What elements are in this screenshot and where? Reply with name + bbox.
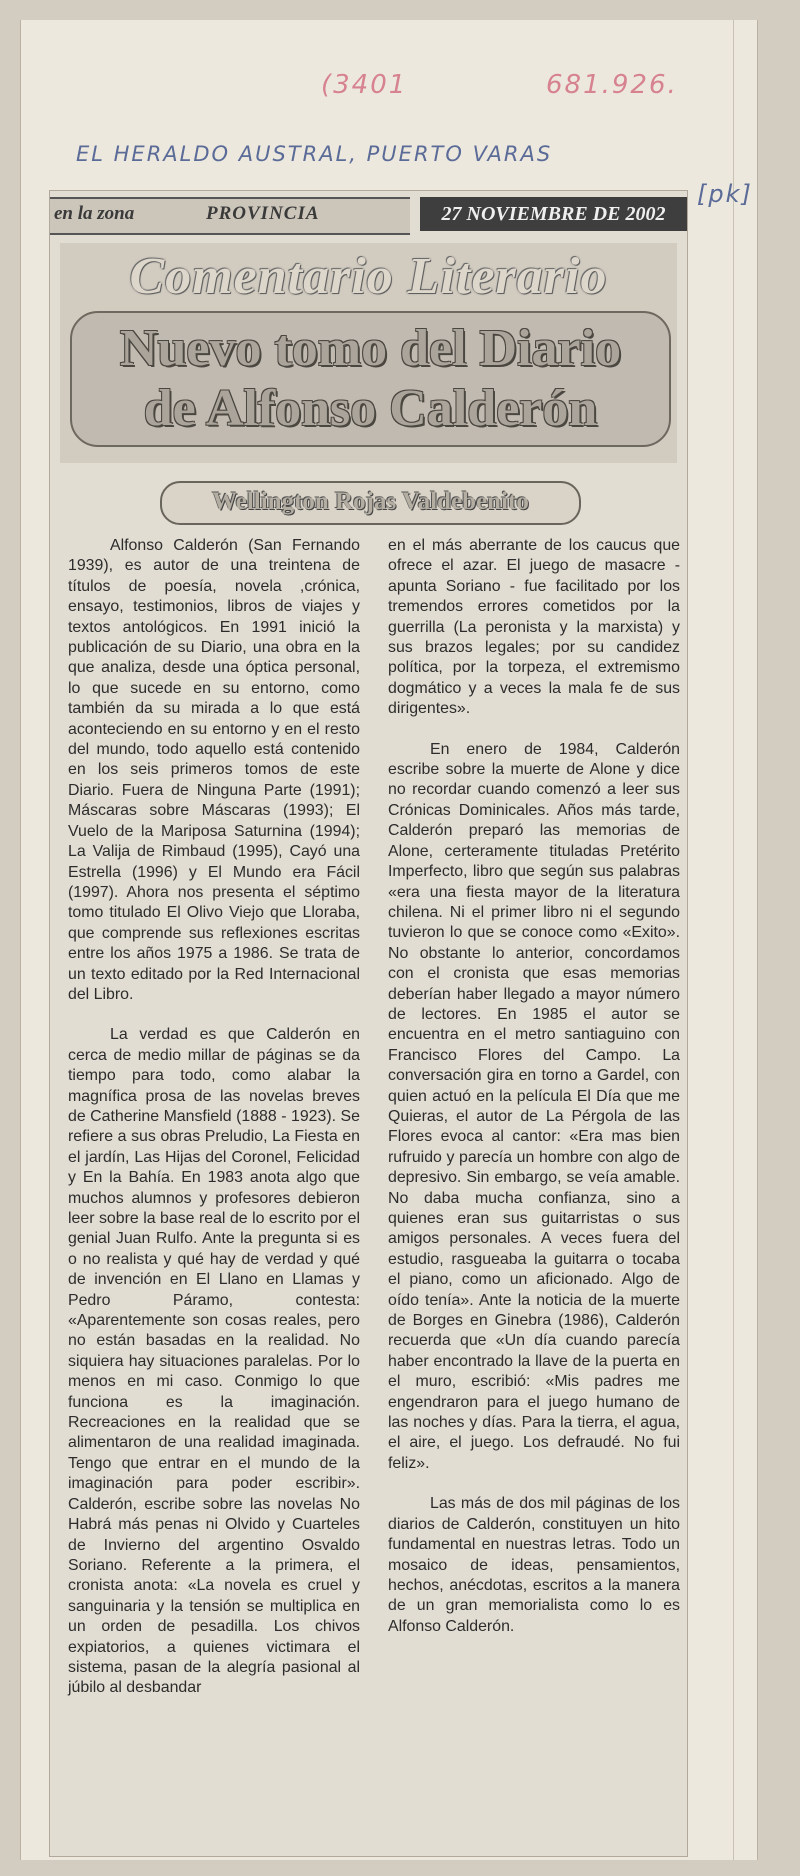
article-paragraph: Alfonso Calderón (San Fernando 1939), es autor de una treintena de títulos de poesía, novela ,crónica, ensayo, testimonios, libros de viajes y textos antológicos. En 1991 inició la publicación de su Diario, una obra en la que analiza, desde una óptica personal, lo que sucede en su entorno, como también da su mirada a lo que está aconteciendo en su entorno y en el resto del mundo, todo aquello está contenido en los seis primeros tomos de este Diario. Fuera de Ninguna Parte (1991); Máscaras sobre Máscaras (1993); El Vuelo de la Mariposa Saturnina (1994); La Valija de Rimbaud (1995), Cayó una Estrella (1996) y El Mundo era Fácil (1997). Ahora nos presenta el séptimo tomo titulado El Olivo Viejo que Lloraba, que comprende sus reflexiones escritas entre los años 1975 a 1986. Se trata de un texto editado por la Red Internacional del Libro. bbox=[68, 537, 360, 1003]
headline bbox=[72, 319, 669, 439]
byline: Wellington Rojas Valdebenito bbox=[212, 488, 529, 515]
article-paragraph: Las más de dos mil páginas de los diarios de Calderón, constituyen un hito fundamental en nuestras letras. Todo un mosaico de ideas, pensamientos, hechos, anécdotas, escritos a la manera de un gran memorialista como lo es Alfonso Calderón. bbox=[388, 1495, 680, 1635]
title-banner bbox=[60, 243, 677, 463]
headline-line-1: Nuevo tomo del Diario bbox=[119, 320, 622, 377]
zone-label: en la zona bbox=[54, 203, 135, 224]
date-label: 27 NOVIEMBRE DE 2002 bbox=[420, 197, 687, 231]
article-column-left bbox=[68, 536, 360, 1699]
archive-sheet bbox=[20, 20, 758, 1860]
newspaper-clipping bbox=[49, 190, 688, 1857]
byline-box bbox=[160, 481, 581, 525]
article-paragraph: En enero de 1984, Calderón escribe sobre la muerte de Alone y dice no recordar cuando comenzó a leer sus Crónicas Dominicales. Años más tarde, Calderón preparó las memorias de Alone, certeramente tituladas Pretérito Imperfecto, libro que según sus palabras «era una fiesta mayor de la literatura chilena. Ni el primer libro ni el segundo tuvieron lo que se conoce como «Exito». No obstante lo anterior, concordamos con el cronista que esas memorias deberían haber llegado a mayor número de lectores. En 1985 el autor se encuentra en el metro santiaguino con Francisco Flores del Campo. La conversación gira en torno a Gardel, con quien actuó en la película El Día que me Quieras, el autor de La Pérgola de las Flores evoca al cantor: «Era mas bien rufruido y parecía un hombre con algo de depresivo. Sin embargo, se veía amable. No daba mucha confianza, sino a quienes eran sus guitarristas o sus amigos personales. A veces fuera del estudio, rasgueaba la guitarra o tocaba el piano, como un aficionado. Algo de oído tenía». Ante la noticia de la muerte de Borges en Ginebra (1986), Calderón recuerda que «Un día cuando parecía haber encontrado la llave de la puerta en el muro, escribió: «Mis padres me engendraron para el juego humano de las noches y días. Para la tierra, el agua, el aire, el juego. Los defraudé. No fui feliz». bbox=[388, 740, 680, 1472]
article-paragraph: en el más aberrante de los caucus que ofrece el azar. El juego de masacre - apunta Soriano - fue facilitado por los tremendos errores cometidos por la guerrilla (La peronista y la marxista) y sus brazos legales; por su candidez política, por la torpeza, el extremismo dogmático y a veces la mala fe de sus dirigentes». bbox=[388, 537, 680, 718]
handwritten-mark: [pk] bbox=[697, 180, 753, 208]
source-annotation: EL HERALDO AUSTRAL, PUERTO VARAS bbox=[76, 142, 553, 166]
red-handwritten-number: (3401 bbox=[321, 70, 408, 100]
article-column-right bbox=[388, 536, 680, 1637]
article-paragraph: La verdad es que Calderón en cerca de medio millar de páginas se da tiempo para todo, como alabar la magnífica prosa de las novelas breves de Catherine Mansfield (1888 - 1923). Se refiere a sus obras Preludio, La Fiesta en el jardín, Las Hijas del Coronel, Felicidad y En la Bahía. En 1983 anota algo que muchos alumnos y profesores debieron leer sobre la base real de lo escrito por el genial Juan Rulfo. Ante la pregunta si es o no realista y qué hay de verdad y qué de invención en El Llano en Llamas y Pedro Páramo, contesta: «Aparentemente son cosas reales, pero no están basadas en la realidad. No siquiera hay situaciones paralelas. Por lo menos en mi caso. Conmigo lo que funciona es la imaginación. Recreaciones en la realidad que se alimentaron de una realidad imaginada. Tengo que entrar en el mundo de la imaginación para poder escribir». Calderón, escribe sobre las novelas No Habrá más penas ni Olvido y Cuarteles de Invierno del argentino Osvaldo Soriano. Referente a la primera, el cronista anota: «La novela es cruel y sanguinaria y la tensión se multiplica en un orden de pesadilla. Los chivos expiatorios, a quienes victimara el sistema, pasan de la alegría pasional al júbilo al desbandar bbox=[68, 1026, 360, 1697]
column-kicker: Comentario Literario bbox=[129, 248, 608, 305]
margin-rule bbox=[733, 20, 734, 1860]
headline-panel bbox=[70, 311, 671, 447]
headline-line-2: de Alfonso Calderón bbox=[143, 380, 598, 437]
section-label bbox=[50, 197, 410, 235]
section-header bbox=[50, 197, 687, 231]
section-name: PROVINCIA bbox=[206, 203, 320, 224]
catalog-number: 681.926. bbox=[546, 70, 678, 100]
